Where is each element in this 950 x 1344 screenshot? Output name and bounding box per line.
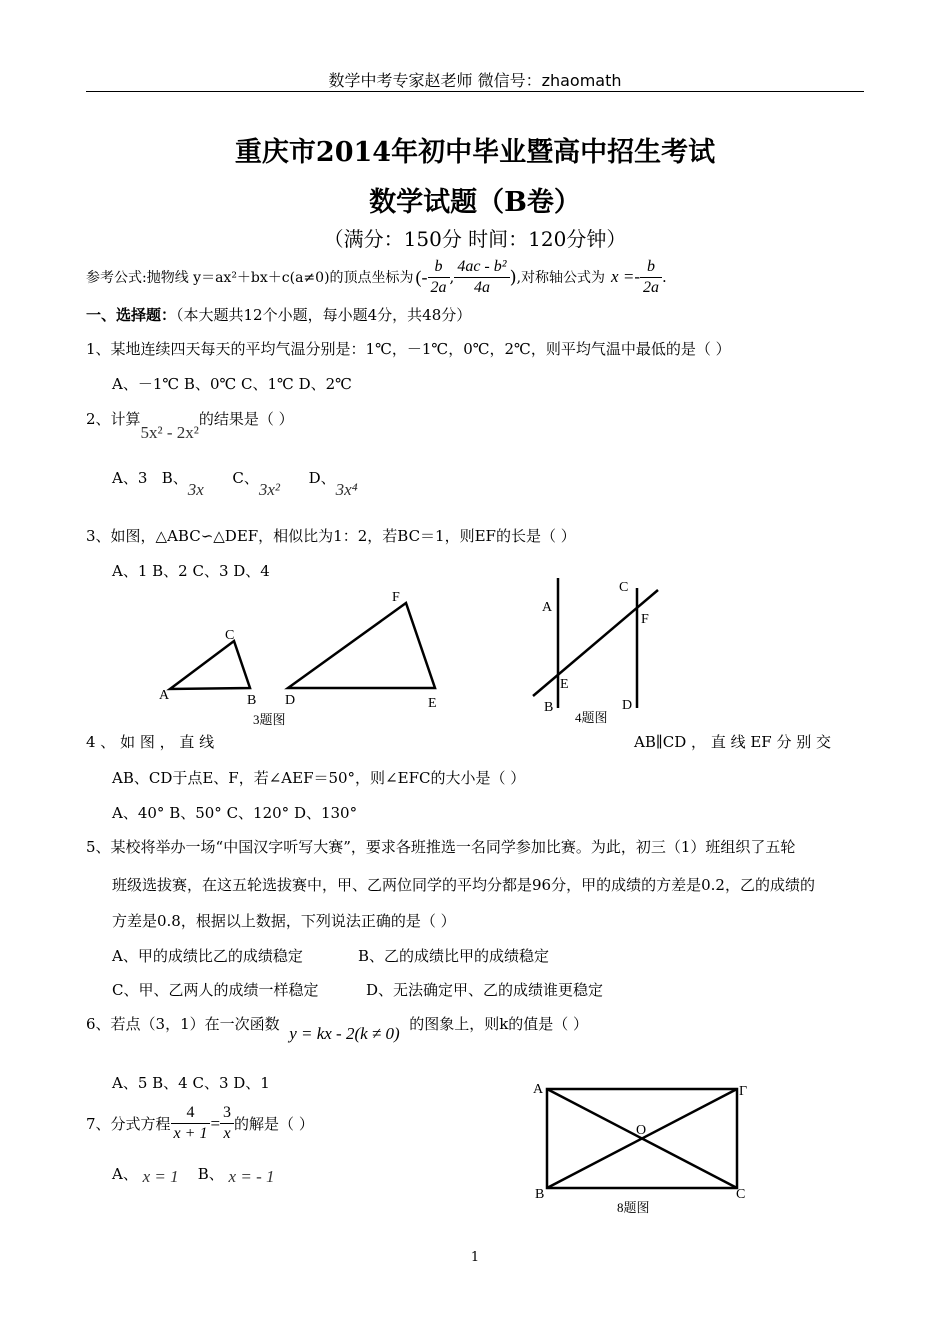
question-6-options: A、5 B、4 C、3 D、1 [112, 1074, 270, 1092]
section-label: 一、选择题： [86, 306, 177, 324]
label-o: O [636, 1123, 647, 1138]
label-b: B [535, 1187, 545, 1202]
section-desc: （本大题共12个小题，每小题4分，共48分） [176, 306, 472, 324]
question-2-option-b-expr: 3x [187, 480, 204, 499]
figure-4-caption: 4题图 [575, 710, 608, 725]
reference-formula [86, 252, 667, 302]
question-2-option-d-expr: 3x⁴ [335, 480, 358, 499]
question-3-stem: 3、如图，△ABC∽△DEF，相似比为1：2，若BC＝1，则EF的长是（ ） [86, 527, 576, 545]
formula-fraction-b-2a: $\frac{b}{2a}$ [428, 257, 450, 298]
question-7-option-a: A、 [112, 1165, 138, 1183]
question-5-option-a: A、甲的成绩比乙的成绩稳定 [112, 947, 303, 965]
question-4-options: A、40° B、50° C、120° D、130° [112, 804, 358, 822]
score-time-info: （满分：150分 时间：120分钟） [323, 227, 627, 251]
question-2-stem [86, 408, 294, 442]
question-7-equals: = [210, 1113, 221, 1133]
question-7-fraction-left: $\frac{4}{x + 1}$ [171, 1103, 211, 1144]
question-7-post: 的解是（ ） [234, 1115, 314, 1133]
label-a: A [533, 1082, 544, 1097]
formula-open: (- [415, 266, 428, 287]
label-a: A [542, 600, 553, 615]
label-b: B [247, 693, 257, 708]
figure-4 [520, 570, 680, 728]
question-2-option-c-expr: 3x² [258, 480, 281, 499]
label-d: D [285, 693, 296, 708]
question-2-option-a: A、3 [112, 469, 148, 487]
question-2-options [112, 467, 358, 499]
question-2-expr: 5x² - 2x² [140, 423, 199, 442]
question-6-pre: 6、若点（3，1）在一次函数 [86, 1015, 280, 1033]
section-heading [86, 304, 471, 325]
formula-fraction-axis: $\frac{b}{2a}$ [640, 257, 662, 298]
question-7-stem [86, 1103, 314, 1144]
question-7-fraction-right: $\frac{3}{x}$ [220, 1103, 234, 1144]
formula-x-eq: x =- [611, 267, 640, 286]
label-c: C [736, 1187, 746, 1202]
question-5-option-c: C、甲、乙两人的成绩一样稳定 [112, 981, 319, 999]
question-2-post: 的结果是（ ） [198, 410, 294, 428]
question-5-option-d: D、无法确定甲、乙的成绩谁更稳定 [366, 981, 604, 999]
page-number: 1 [470, 1250, 480, 1265]
label-e: E [428, 696, 437, 711]
formula-comma: , [449, 268, 455, 286]
formula-lead: 参考公式:抛物线 y＝ax²＋bx＋c(a≠0)的顶点坐标为 [86, 270, 414, 286]
exam-title: 重庆市2014年初中毕业暨高中招生考试 [234, 137, 716, 168]
question-4-stem-left: 4 、 如 图 ， 直 线 [86, 733, 215, 751]
question-2-pre: 2、计算 [86, 410, 141, 428]
label-b: B [544, 700, 554, 715]
formula-dot: . [661, 268, 667, 286]
header-divider [86, 91, 864, 92]
question-7-option-b-expr: x = - 1 [228, 1167, 275, 1186]
formula-close: ) [509, 266, 517, 288]
question-5-option-b: B、乙的成绩比甲的成绩稳定 [358, 947, 550, 965]
question-3-options: A、1 B、2 C、3 D、4 [112, 562, 270, 580]
label-a: A [159, 688, 170, 703]
question-5-line-1: 5、某校将举办一场“中国汉字听写大赛”，要求各班推选一名同学参加比赛。为此，初三（1）班组织了五轮 [86, 838, 796, 856]
question-7-pre: 7、分式方程 [86, 1115, 171, 1133]
triangle-def [288, 603, 435, 688]
label-d: D [622, 698, 633, 713]
question-7-options [112, 1163, 274, 1184]
label-f: F [641, 612, 649, 627]
question-7-option-a-expr: x = 1 [142, 1167, 179, 1186]
label-c: C [225, 628, 235, 643]
formula-fraction-vertex-y: $\frac{\text{4ac - b²}}{4a}$ [454, 257, 509, 298]
question-5-line-3: 方差是0.8，根据以上数据，下列说法正确的是（ ） [112, 912, 456, 930]
exam-subtitle: 数学试题（B卷） [369, 187, 581, 218]
label-e: E [560, 677, 569, 692]
triangle-abc [170, 641, 250, 689]
label-c: C [619, 580, 629, 595]
question-6-stem [86, 1013, 589, 1043]
question-5-line-2: 班级选拔赛，在这五轮选拔赛中，甲、乙两位同学的平均分都是96分，甲的成绩的方差是0.2，乙的成绩的 [112, 876, 815, 894]
figure-8 [525, 1075, 765, 1220]
question-6-expr: y = kx - 2(k ≠ 0) [289, 1024, 400, 1043]
question-2-option-c: C、 [232, 469, 259, 487]
formula-axis-lead: ,对称轴公式为 [516, 270, 606, 286]
question-4-stem-right: AB∥CD ， 直 线 EF 分 别 交 [634, 733, 832, 751]
figure-3-caption: 3题图 [253, 712, 286, 727]
question-2-option-d: D、 [308, 469, 336, 487]
question-7-option-b: B、 [197, 1165, 224, 1183]
question-4-stem-2: AB、CD于点E、F，若∠AEF＝50°，则∠EFC的大小是（ ） [112, 769, 526, 787]
question-1-stem: 1、某地连续四天每天的平均气温分别是：1℃，－1℃，0℃，2℃，则平均气温中最低的是（ ） [86, 340, 731, 358]
question-2-option-b: B、 [161, 469, 188, 487]
label-d: Γ [739, 1084, 748, 1099]
label-f: F [392, 590, 400, 605]
figure-8-caption: 8题图 [617, 1200, 650, 1215]
figure-3 [150, 585, 450, 730]
question-6-post: 的图象上，则k的值是（ ） [409, 1015, 589, 1033]
question-1-options: A、－1℃ B、0℃ C、1℃ D、2℃ [112, 375, 352, 393]
page-header: 数学中考专家赵老师 微信号：zhaomath [328, 71, 622, 90]
